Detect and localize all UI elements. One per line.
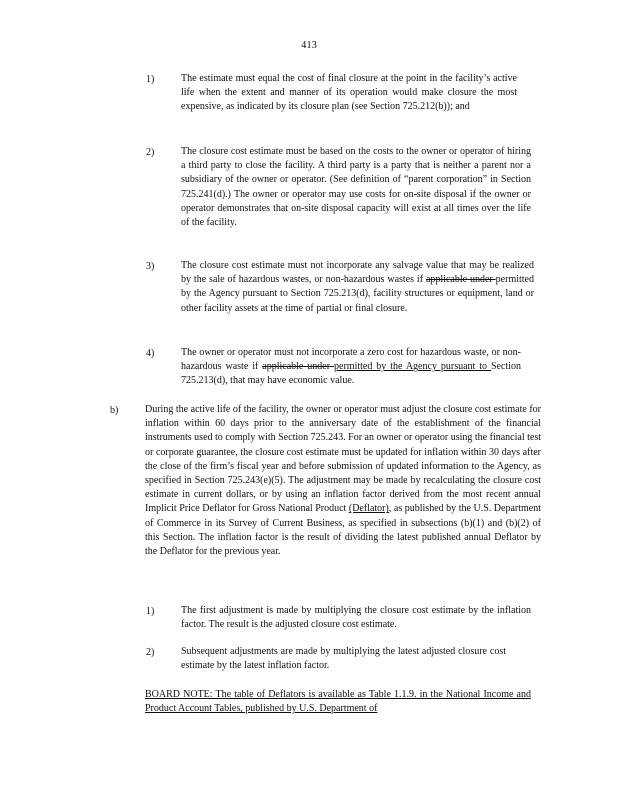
- subsection-text: [145, 403, 541, 559]
- item-label: 2): [146, 147, 155, 158]
- subsection-text-after: , as published by the U.S. Department of Commerce in its Survey of Current Business, as specified in subsections (b)(1) and (b)(2) of this Section. The inflation factor is the result of dividing the latest published annual Deflator by the Deflator for the previous year.: [145, 503, 542, 558]
- item-label: 1): [146, 606, 155, 617]
- item-text-before: The owner or operator must not incorporate a zero cost for hazardous waste, or non-hazardous waste if: [181, 347, 521, 373]
- board-note: BOARD NOTE: The table of Deflators is available as Table 1.1.9. in the National Income and Product Account Tables, published by U.S. Department of: [145, 689, 531, 715]
- item-text: [181, 259, 534, 316]
- inserted-text: permitted by the Agency pursuant to: [334, 361, 491, 373]
- item-text-after: Section 725.213(d), that may have economic value.: [181, 361, 521, 387]
- item-text: Subsequent adjustments are made by multiplying the latest adjusted closure cost estimate by the latest inflation factor.: [181, 646, 506, 672]
- item-label: 3): [146, 261, 155, 272]
- deleted-text: applicable under: [425, 274, 496, 286]
- item-text: The estimate must equal the cost of final closure at the point in the facility’s active life when the extent and manner of its operation would make closure the most expensive, as indicated by its closure plan (see Section 725.212(b)); and: [181, 73, 517, 113]
- item-text-after: permitted by the Agency pursuant to Section 725.213(d), facility structures or equipment, land or other facility assets at the time of partial or final closure.: [181, 274, 534, 314]
- deleted-text: applicable under: [262, 361, 335, 373]
- item-label: 1): [146, 74, 155, 85]
- page-number: 413: [301, 40, 317, 51]
- inserted-text: (Deflator): [348, 503, 389, 515]
- item-text: The first adjustment is made by multiplying the closure cost estimate by the inflation factor. The result is the adjusted closure cost estimate.: [181, 605, 531, 631]
- item-label: 4): [146, 348, 155, 359]
- subsection-text-before: During the active life of the facility, the owner or operator must adjust the closure cost estimate for inflation within 60 days prior to the anniversary date of the establishment of the financial instruments used to comply with Section 725.243. For an owner or operator using the financial test or corporate guarantee, the closure cost estimate must be updated for inflation within 30 days after the close of the firm’s fiscal year and before submission of updated information to the Agency, as specified in Section 725.243(e)(5). The adjustment may be made by recalculating the closure cost estimate in current dollars, or by using an inflation factor derived from the most recent annual Implicit Price Deflator for Gross National Product: [145, 404, 541, 515]
- item-text: [181, 346, 521, 389]
- subsection-label: b): [110, 405, 119, 416]
- item-text: The closure cost estimate must be based on the costs to the owner or operator of hiring a third party to close the facility. A third party is a party that is neither a parent nor a subsidiary of the owner or operator. (See definition of “parent corporation” in Section 725.241(d).) The owner or operator may use costs for on-site disposal if the owner or operator demonstrates that on-site disposal capacity will exist at all times over the life of the facility.: [181, 146, 531, 229]
- item-label: 2): [146, 647, 155, 658]
- item-text-before: The closure cost estimate must not incorporate any salvage value that may be realized by the sale of hazardous wastes, or non-hazardous wastes if: [181, 260, 534, 286]
